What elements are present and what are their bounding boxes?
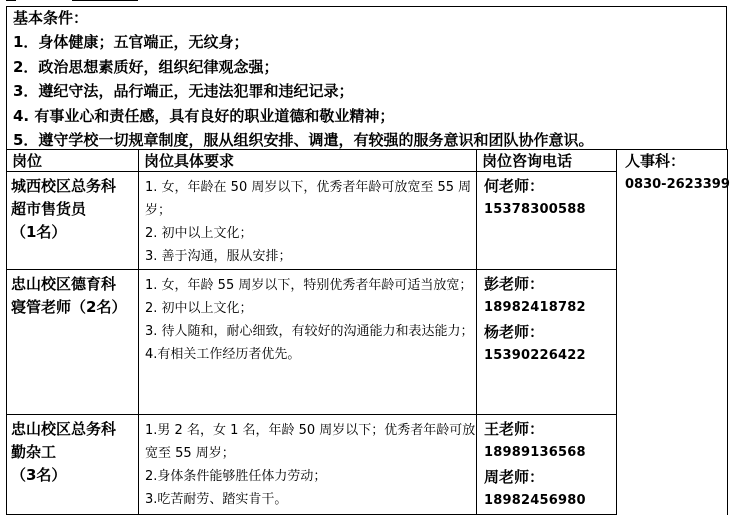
position-line: 城西校区总务科 [11,177,117,195]
contact-cell [477,415,617,515]
contact-cell [477,270,617,415]
contact-phone: 18982418782 [484,300,586,315]
hr-phone: 0830-2623399 [625,177,730,192]
condition-item: 2．政治思想素质好，组织纪律观念强； [13,58,279,76]
table-header-row [7,150,728,172]
requirements-cell [139,415,477,515]
header-phone-label: 岗位咨询电话 [482,152,573,170]
hr-label: 人事科： [625,152,686,170]
basic-conditions-title: 基本条件： [13,9,89,27]
position-cell [7,415,139,515]
position-line: （3名） [11,466,67,484]
header-position [7,150,139,172]
position-line: 超市售货员 [11,200,87,218]
contact-phone: 18982456980 [484,493,586,508]
position-cell [7,172,139,270]
requirement-item: 2. 初中以上文化； [145,301,253,316]
contact-phone: 15390226422 [484,348,586,363]
contact-name: 彭老师： [484,275,545,293]
condition-item: 1．身体健康；五官端正，无纹身； [13,33,249,51]
header-phone [477,150,617,172]
basic-conditions-section [6,6,727,150]
contact-phone: 18989136568 [484,445,586,460]
contact-name: 周老师： [484,468,545,486]
contact-name: 王老师： [484,420,545,438]
requirement-item: 1. 女，年龄在 50 周岁以下，优秀者年龄可放宽至 55 周岁； [145,180,472,218]
condition-item: 5．遵守学校一切规章制度，服从组织安排、调遣，有较强的服务意识和团队协作意识。 [13,131,594,149]
border-fragment [72,0,138,1]
border-fragment [6,0,16,1]
requirements-cell [139,172,477,270]
hr-contact-cell [617,150,728,515]
position-cell [7,270,139,415]
requirement-item: 2.身体条件能够胜任体力劳动； [145,469,327,484]
requirement-item: 3. 善于沟通，服从安排； [145,249,292,264]
condition-item: 4. 有事业心和责任感，具有良好的职业道德和敬业精神； [13,107,395,125]
condition-item: 3．遵纪守法，品行端正，无违法犯罪和违纪记录； [13,82,354,100]
header-requirements [139,150,477,172]
requirement-item: 2. 初中以上文化； [145,226,253,241]
requirement-item: 3.吃苦耐劳、踏实肯干。 [145,492,288,507]
position-line: （1名） [11,223,67,241]
header-position-label: 岗位 [12,152,43,170]
positions-table [6,149,728,515]
position-line: 忠山校区总务科 [11,420,117,438]
contact-phone: 15378300588 [484,202,586,217]
recruitment-document [6,0,730,514]
requirement-item: 3. 待人随和，耐心细致，有较好的沟通能力和表达能力； [145,324,474,339]
header-requirements-label: 岗位具体要求 [144,152,235,170]
position-line: 忠山校区德育科 [11,275,117,293]
requirement-item: 4.有相关工作经历者优先。 [145,347,301,362]
position-line: 勤杂工 [11,443,57,461]
contact-name: 杨老师： [484,323,545,341]
contact-name: 何老师： [484,177,545,195]
position-line: 寝管老师（2名） [11,298,127,316]
requirements-cell [139,270,477,415]
requirement-item: 1.男 2 名，女 1 名，年龄 50 周岁以下；优秀者年龄可放宽至 55 周岁； [145,423,476,461]
contact-cell [477,172,617,270]
requirement-item: 1. 女，年龄 55 周岁以下，特别优秀者年龄可适当放宽； [145,278,473,293]
